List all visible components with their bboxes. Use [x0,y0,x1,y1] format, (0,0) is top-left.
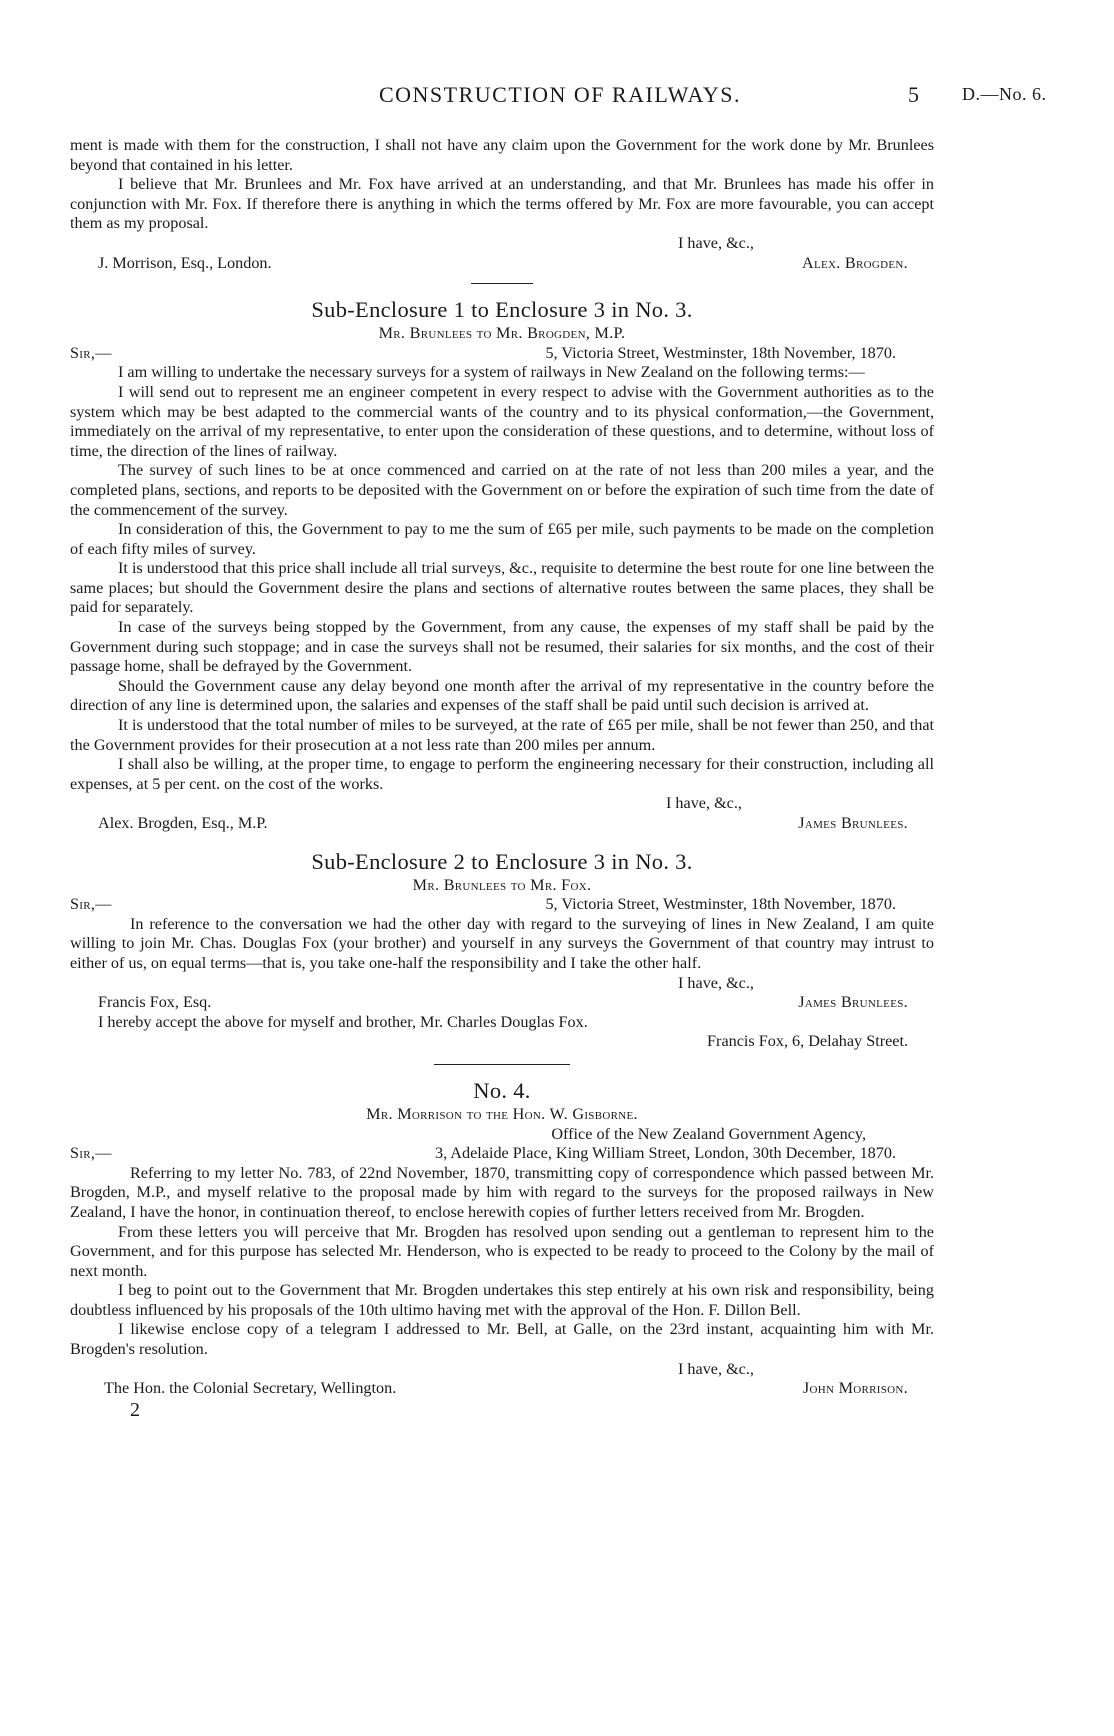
sub1-from-to [70,324,934,344]
no4-signature: John Morrison. [802,1379,908,1398]
sub1-closing: I have, &c., [666,794,742,813]
sub1-paragraph: The survey of such lines to be at once commenced and carried on at the rate of not less than 200 miles a year, and the completed plans, sections, and reports to be deposited with the Government on or before the expiration of such time from the date of the commencement of the survey. [70,461,934,519]
sub1-signature: James Brunlees. [798,814,908,832]
body-column [70,136,934,1421]
sub2-from-to [70,876,934,896]
no4-salutation-line [70,1144,934,1164]
sub1-paragraph: In case of the surveys being stopped by the Government, from any cause, the expenses of my staff shall be paid by the Government during such stoppage; and in case the surveys shall not be resumed, their salaries for six months, and the cost of their passage home, shall be defrayed by the Government. [70,618,934,676]
sub2-salutation: Sir,— [70,895,112,914]
intro-paragraph-2: I believe that Mr. Brunlees and Mr. Fox have arrived at an understanding, and that Mr. Brunlees has made his offer in conjunction with Mr. Fox. If therefore there is anything in which the terms offered by Mr. Fox are more favourable, you can accept them as my proposal. [70,175,934,233]
no4-office: Office of the New Zealand Government Agency, [551,1124,866,1143]
paper-reference: D.—No. 6. [962,84,1047,104]
sub2-closing-line [70,974,934,994]
intro-sign-line [70,254,934,274]
no4-paragraph: From these letters you will perceive that Mr. Brogden has resolved upon sending out a gentleman to represent him to the Government, and for this purpose has selected Mr. Henderson, who is expected to be ready to proceed to the Colony by the mail of next month. [70,1222,934,1280]
sub2-salutation-line [70,895,934,915]
no4-addressee: The Hon. the Colonial Secretary, Wellington. [104,1379,397,1398]
no4-paragraph: Referring to my letter No. 783, of 22nd November, 1870, transmitting copy of correspondence which passed between Mr. Brogden, M.P., and myself relative to the proposal made by him with regard to the surveys for the proposed railways in New Zealand, I have the honor, in continuation thereof, to enclose herewith copies of further letters received from Mr. Brogden. [70,1163,934,1221]
no4-office-line [70,1125,934,1145]
no4-paragraph: I beg to point out to the Government that Mr. Brogden undertakes this step entirely at his own risk and responsibility, being doubtless influenced by his proposals of the 10th ultimo having met with the approval of the Hon. F. Dillon Bell. [70,1281,934,1319]
no4-from-to [70,1105,934,1125]
no4-paragraph: I likewise enclose copy of a telegram I addressed to Mr. Bell, at Galle, on the 23rd instant, acquainting him with Mr. Brogden's resolution. [70,1320,934,1359]
sub1-paragraph: In consideration of this, the Government to pay to me the sum of £65 per mile, such payments to be made on the completion of each fifty miles of survey. [70,520,934,558]
sub1-salutation-line [70,344,934,364]
page-number: 5 [908,82,919,107]
sub1-heading: Sub-Enclosure 1 to Enclosure 3 in No. 3. [311,297,693,323]
sub1-paragraph: It is understood that the total number of miles to be surveyed, at the rate of £65 per mile, shall be not fewer than 250, and that the Government provides for their prosecution at a not less rate than 200 miles per annum. [70,716,934,754]
no4-salutation: Sir,— [70,1144,112,1163]
no4-closing-line [70,1360,934,1380]
sub1-paragraph: It is understood that this price shall include all trial surveys, &c., requisite to determine the best route for one line between the same places; but should the Government desire the plans and sections of alternative routes between the same places, they shall be paid for separately. [70,559,934,617]
intro-signature: Alex. Brogden. [801,253,908,272]
running-title: CONSTRUCTION OF RAILWAYS. [378,82,742,107]
no4-address: 3, Adelaide Place, King William Street, London, 30th December, 1870. [435,1144,896,1163]
sub1-paragraph: I am willing to undertake the necessary surveys for a system of railways in New Zealand on the following terms:— [118,363,865,382]
sub2-heading: Sub-Enclosure 2 to Enclosure 3 in No. 3. [311,848,693,874]
sub1-addressee: Alex. Brogden, Esq., M.P. [98,814,268,832]
intro-addressee: J. Morrison, Esq., London. [98,253,272,272]
sub2-from-to-text: Mr. Brunlees to Mr. Fox. [412,875,592,894]
sub1-paragraph: Should the Government cause any delay beyond one month after the arrival of my representative in the country before the direction of any line is determined upon, the salaries and expenses of the staff shall be paid until such decision is arrived at. [70,676,934,715]
sub1-salutation: Sir,— [70,343,112,362]
sub2-addressee: Francis Fox, Esq. [98,993,212,1012]
sub2-closing: I have, &c., [678,973,754,992]
intro-closing: I have, &c., [678,233,754,252]
sub1-address: 5, Victoria Street, Westminster, 18th November, 1870. [545,343,896,362]
sub1-sign-line [70,814,934,834]
sub2-signature: James Brunlees. [798,993,908,1012]
running-header [0,82,1114,112]
no4-closing: I have, &c., [678,1359,754,1378]
no4-from-to-text: Mr. Morrison to the Hon. W. Gisborne. [366,1104,638,1123]
no4-sign-line [70,1379,934,1399]
sub2-paragraph: In reference to the conversation we had the other day with regard to the surveying of lines in New Zealand, I am quite willing to join Mr. Chas. Douglas Fox (your brother) and yourself in any surveys the Government of that country may intrust to either of us, on equal terms—that is, you take one-half the responsibility and I take the other half. [70,914,934,972]
sub2-acceptance-signature: Francis Fox, 6, Delahay Street. [707,1032,908,1051]
intro-closing-line [70,234,934,254]
sub2-acceptance: I hereby accept the above for myself and brother, Mr. Charles Douglas Fox. [98,1012,588,1031]
sub2-acceptance-line [70,1013,934,1033]
signature-folio: 2 [130,1398,140,1421]
sub1-paragraph: I shall also be willing, at the proper time, to engage to perform the engineering necessary for their construction, including all expenses, at 5 per cent. on the cost of the works. [70,755,934,793]
sub1-paragraph: I will send out to represent me an engineer competent in every respect to advise with the Government authorities as to the system which may be best adapted to the commercial wants of the country and to its physical conformation,—the Government, immediately on the arrival of my representative, to enter upon the consideration of these questions, and to determine, without loss of time, the direction of the lines of railway. [70,382,934,460]
no4-heading: No. 4. [473,1077,531,1103]
sub2-acceptance-sign-line [70,1032,934,1052]
sub1-closing-line [70,794,934,814]
sub1-from-to-text: Mr. Brunlees to Mr. Brogden, M.P. [378,324,626,343]
intro-paragraph-1: ment is made with them for the construction, I shall not have any claim upon the Government for the work done by Mr. Brunlees beyond that contained in his letter. [70,136,934,174]
sub2-address: 5, Victoria Street, Westminster, 18th November, 1870. [545,895,896,914]
sub2-sign-line [70,993,934,1013]
